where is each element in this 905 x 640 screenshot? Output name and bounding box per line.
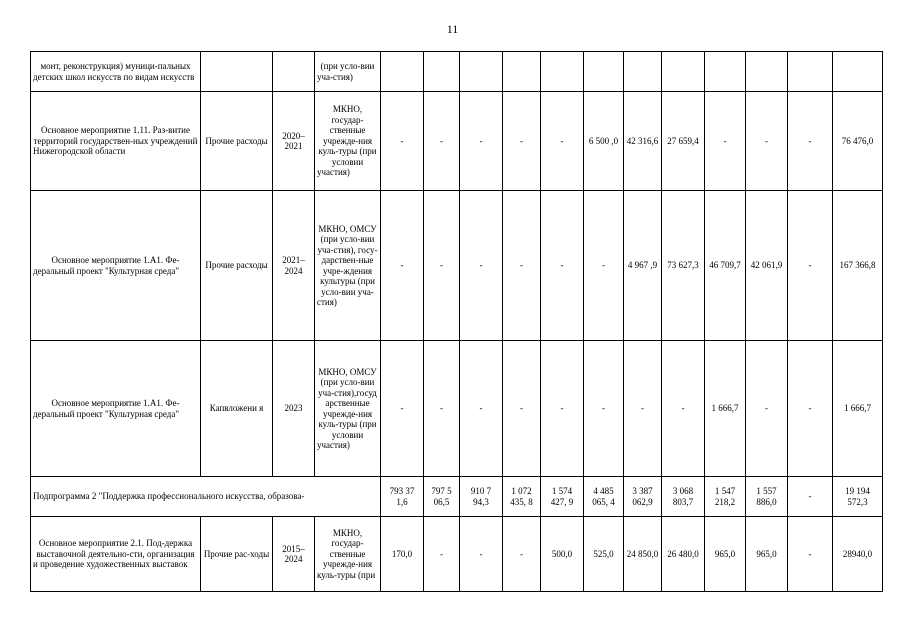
- value-cell: 1 072 435, 8: [503, 477, 541, 517]
- value-cell: -: [424, 191, 460, 341]
- budget-table: [30, 51, 883, 592]
- value-cell: 27 659,4: [662, 92, 705, 191]
- value-cell: -: [381, 341, 424, 477]
- period: 2021–2024: [273, 191, 315, 341]
- executor: МКНО, ОМСУ (при усло-вии уча-стия), госу-дарствен-ные учре-ждения культуры (при усло-вии уча-стия): [315, 191, 381, 341]
- executor: МКНО, государ-ственные учрежде-ния куль-туры (при условии участия): [315, 92, 381, 191]
- empty-cell: [460, 52, 503, 92]
- value-cell: -: [584, 191, 624, 341]
- value-cell: -: [788, 191, 833, 341]
- value-cell: -: [424, 92, 460, 191]
- expense-type: [201, 52, 273, 92]
- value-cell: 170,0: [381, 517, 424, 592]
- empty-cell: [624, 52, 662, 92]
- value-cell: 73 627,3: [662, 191, 705, 341]
- value-cell: -: [788, 341, 833, 477]
- value-cell: 1 666,7: [705, 341, 746, 477]
- expense-type: Прочие рас-ходы: [201, 517, 273, 592]
- value-cell: -: [584, 341, 624, 477]
- total-cell: 1 666,7: [833, 341, 883, 477]
- value-cell: 6 500 ,0: [584, 92, 624, 191]
- value-cell: 42 061,9: [746, 191, 788, 341]
- expense-type: Прочие расходы: [201, 92, 273, 191]
- value-cell: 42 316,6: [624, 92, 662, 191]
- table-row: [31, 191, 883, 341]
- total-cell: 76 476,0: [833, 92, 883, 191]
- period: [273, 52, 315, 92]
- value-cell: 525,0: [584, 517, 624, 592]
- empty-cell: [705, 52, 746, 92]
- empty-cell: [788, 52, 833, 92]
- page-number: 11: [446, 22, 459, 36]
- empty-cell: [503, 52, 541, 92]
- value-cell: -: [460, 517, 503, 592]
- executor: МКНО, ОМСУ (при усло-вии уча-стия),госуд арственные учрежде-ния куль-туры (при условии участия): [315, 341, 381, 477]
- value-cell: -: [624, 341, 662, 477]
- value-cell: 3 068 803,7: [662, 477, 705, 517]
- measure-name: монт, реконструкция) муници-пальных детских школ искусств по видам искусств: [31, 52, 201, 92]
- value-cell: -: [746, 341, 788, 477]
- period: 2023: [273, 341, 315, 477]
- executor: МКНО, государ-ственные учрежде-ния куль-туры (при: [315, 517, 381, 592]
- table-row: [31, 341, 883, 477]
- value-cell: -: [746, 92, 788, 191]
- measure-name: Основное мероприятие 1.А1. Фе-деральный проект "Культурная среда": [31, 191, 201, 341]
- empty-cell: [584, 52, 624, 92]
- value-cell: 500,0: [541, 517, 584, 592]
- empty-cell: [424, 52, 460, 92]
- value-cell: 26 480,0: [662, 517, 705, 592]
- value-cell: -: [381, 191, 424, 341]
- value-cell: 910 7 94,3: [460, 477, 503, 517]
- value-cell: -: [424, 517, 460, 592]
- value-cell: -: [541, 92, 584, 191]
- value-cell: -: [381, 92, 424, 191]
- period: 2020–2021: [273, 92, 315, 191]
- value-cell: -: [460, 92, 503, 191]
- value-cell: -: [541, 341, 584, 477]
- value-cell: -: [662, 341, 705, 477]
- value-cell: -: [503, 341, 541, 477]
- total-cell: 167 366,8: [833, 191, 883, 341]
- value-cell: 797 5 06,5: [424, 477, 460, 517]
- executor: (при усло-вии уча-стия): [315, 52, 381, 92]
- expense-type: Капвложени я: [201, 341, 273, 477]
- period: 2015–2024: [273, 517, 315, 592]
- value-cell: -: [503, 517, 541, 592]
- value-cell: 965,0: [705, 517, 746, 592]
- value-cell: -: [541, 191, 584, 341]
- value-cell: 46 709,7: [705, 191, 746, 341]
- value-cell: 24 850,0: [624, 517, 662, 592]
- value-cell: -: [788, 92, 833, 191]
- value-cell: 1 574 427, 9: [541, 477, 584, 517]
- empty-cell: [381, 52, 424, 92]
- value-cell: -: [460, 191, 503, 341]
- value-cell: -: [788, 477, 833, 517]
- value-cell: 1 547 218,2: [705, 477, 746, 517]
- value-cell: -: [788, 517, 833, 592]
- measure-name: Основное мероприятие 1.А1. Фе-деральный проект "Культурная среда": [31, 341, 201, 477]
- measure-name: Основное мероприятие 1.11. Раз-витие территорий государствен-ных учреждений Нижегородской области: [31, 92, 201, 191]
- value-cell: 4 967 ,9: [624, 191, 662, 341]
- total-cell: 19 194 572,3: [833, 477, 883, 517]
- measure-name: Основное мероприятие 2.1. Под-держка выставочной деятельно-сти, организация и проведение художественных выставок: [31, 517, 201, 592]
- total-cell: [833, 52, 883, 92]
- value-cell: -: [424, 341, 460, 477]
- table-row: [31, 92, 883, 191]
- value-cell: -: [705, 92, 746, 191]
- table-row: [31, 52, 883, 92]
- total-cell: 28940,0: [833, 517, 883, 592]
- value-cell: 4 485 065, 4: [584, 477, 624, 517]
- value-cell: -: [503, 191, 541, 341]
- table-row: [31, 517, 883, 592]
- value-cell: 793 37 1,6: [381, 477, 424, 517]
- value-cell: 965,0: [746, 517, 788, 592]
- empty-cell: [541, 52, 584, 92]
- empty-cell: [662, 52, 705, 92]
- value-cell: 1 557 886,0: [746, 477, 788, 517]
- value-cell: 3 387 062,9: [624, 477, 662, 517]
- empty-cell: [746, 52, 788, 92]
- value-cell: -: [503, 92, 541, 191]
- expense-type: Прочие расходы: [201, 191, 273, 341]
- value-cell: -: [460, 341, 503, 477]
- subprogram-title: Подпрограмма 2 "Поддержка профессионального искусства, образова-: [31, 477, 381, 517]
- table-row-subprogram: [31, 477, 883, 517]
